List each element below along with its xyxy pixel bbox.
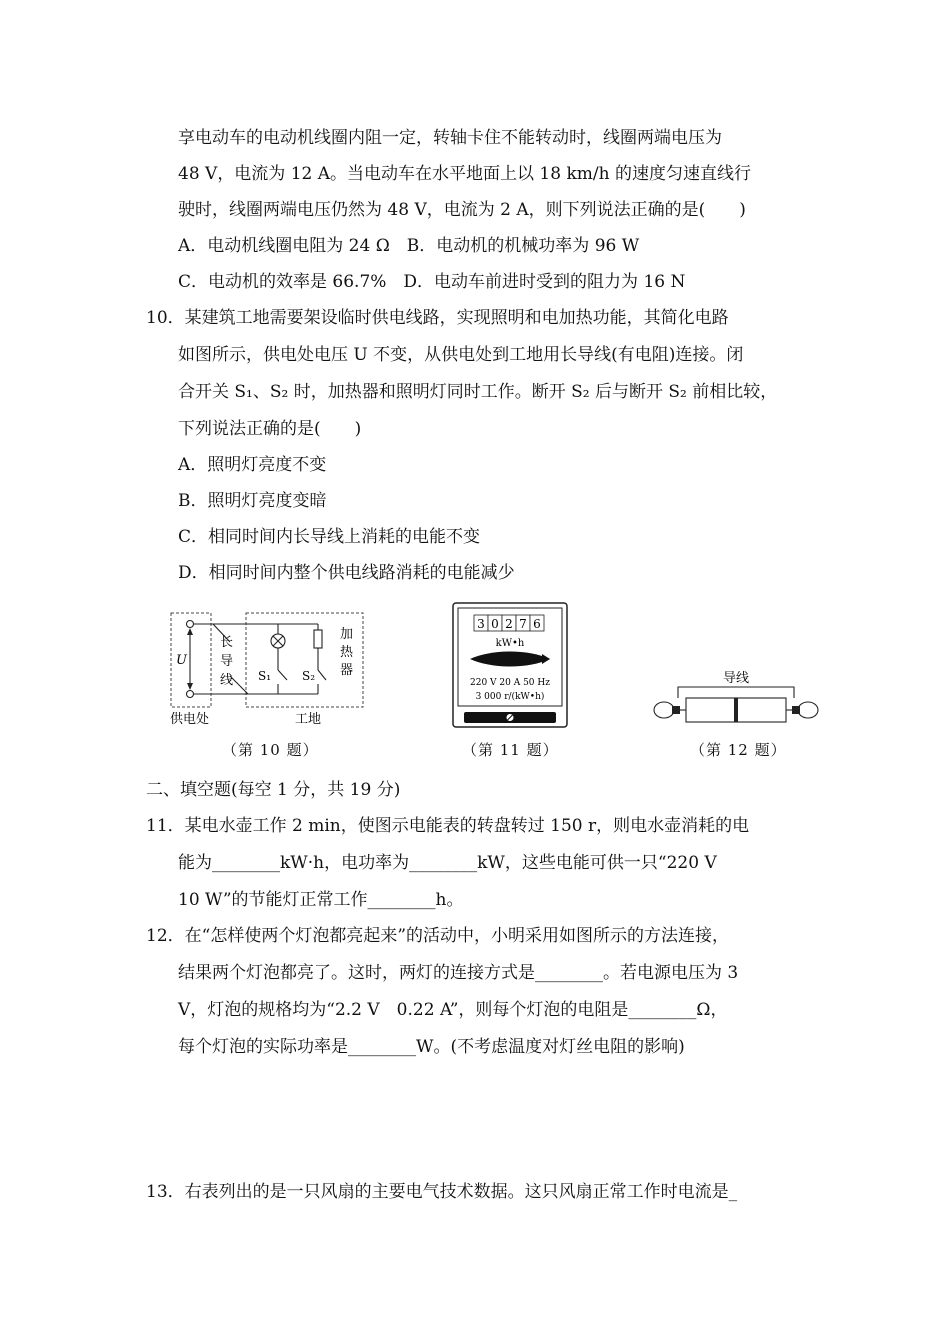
section-2-heading: 二、填空题(每空 1 分，共 19 分) [146,780,401,800]
figure-11-meter [452,602,568,728]
heater-label-3: 器 [340,663,354,678]
q10-option-d: D．相同时间内整个供电线路消耗的电能减少 [178,563,515,583]
q10-option-c: C．相同时间内长导线上消耗的电能不变 [178,527,481,547]
q11-line2: 能为________kW·h，电功率为________kW，这些电能可供一只“220 V [178,853,717,873]
q12-line1: 12．在“怎样使两个灯泡都亮起来”的活动中，小明采用如图所示的方法连接， [146,926,730,946]
wire-label: 导线 [722,671,750,686]
q12-line4: 每个灯泡的实际功率是________W。(不考虑温度对灯丝电阻的影响) [178,1037,685,1057]
meter-digit-1: 3 [477,617,485,631]
meter-unit: kW•h [495,638,525,649]
switch-s1-label: S₁ [258,669,272,683]
q10-line2: 如图所示，供电处电压 U 不变，从供电处到工地用长导线(有电阻)连接。闭 [178,345,744,365]
q9-option-cd: C．电动机的效率是 66.7% D．电动车前进时受到的阻力为 16 N [178,272,686,292]
heater-label-1: 加 [340,627,354,642]
figure-12-caption: （第 12 题） [690,741,787,759]
voltage-label: U [176,653,187,668]
meter-digit-5: 6 [533,617,541,631]
supply-label: 供电处 [170,712,210,727]
wire-label-1: 长 [220,635,234,650]
q11-line1: 11．某电水壶工作 2 min，使图示电能表的转盘转过 150 r，则电水壶消耗的电 [146,816,750,836]
q9-line2: 48 V，电流为 12 A。当电动车在水平地面上以 18 km/h 的速度匀速直线行 [178,164,751,184]
meter-digit-4: 7 [519,617,527,631]
bulb-right-icon [798,702,818,718]
q10-line1: 10．某建筑工地需要架设临时供电线路，实现照明和电加热功能，其简化电路 [146,308,729,328]
meter-constant: 3 000 r/(kW•h) [475,692,545,702]
figure-11-caption: （第 11 题） [462,741,559,759]
wire-label-3: 线 [220,673,234,688]
figure-10-caption: （第 10 题） [222,741,319,759]
meter-digit-2: 0 [491,617,499,631]
q9-line1: 享电动车的电动机线圈内阻一定，转轴卡住不能转动时，线圈两端电压为 [178,128,722,148]
q12-line3: V，灯泡的规格均为“2.2 V 0.22 A”，则每个灯泡的电阻是________Ω， [178,1000,728,1020]
site-label: 工地 [295,712,322,727]
q11-line3: 10 W”的节能灯正常工作________h。 [178,890,464,910]
meter-digit-3: 2 [505,617,513,631]
figure-12-bulbs [650,664,822,728]
q12-line2: 结果两个灯泡都亮了。这时，两灯的连接方式是________。若电源电压为 3 [178,963,739,983]
wire-label-2: 导 [220,654,234,669]
q10-line3: 合开关 S₁、S₂ 时，加热器和照明灯同时工作。断开 S₂ 后与断开 S₂ 前相比较， [178,382,778,402]
q9-line3: 驶时，线圈两端电压仍然为 48 V，电流为 2 A，则下列说法正确的是( ) [178,200,746,220]
figure-10-circuit [168,608,368,730]
q9-option-ab: A．电动机线圈电阻为 24 Ω B．电动机的机械功率为 96 W [178,236,640,256]
q10-line4: 下列说法正确的是( ) [178,419,362,439]
q10-option-b: B．照明灯亮度变暗 [178,491,327,511]
bulb-left-icon [654,702,674,718]
meter-rating: 220 V 20 A 50 Hz [470,678,550,688]
q13-line1: 13．右表列出的是一只风扇的主要电气技术数据。这只风扇正常工作时电流是_ [146,1182,738,1202]
switch-s2-label: S₂ [302,669,316,683]
q10-option-a: A．照明灯亮度不变 [178,455,327,475]
heater-label-2: 热 [340,645,354,660]
